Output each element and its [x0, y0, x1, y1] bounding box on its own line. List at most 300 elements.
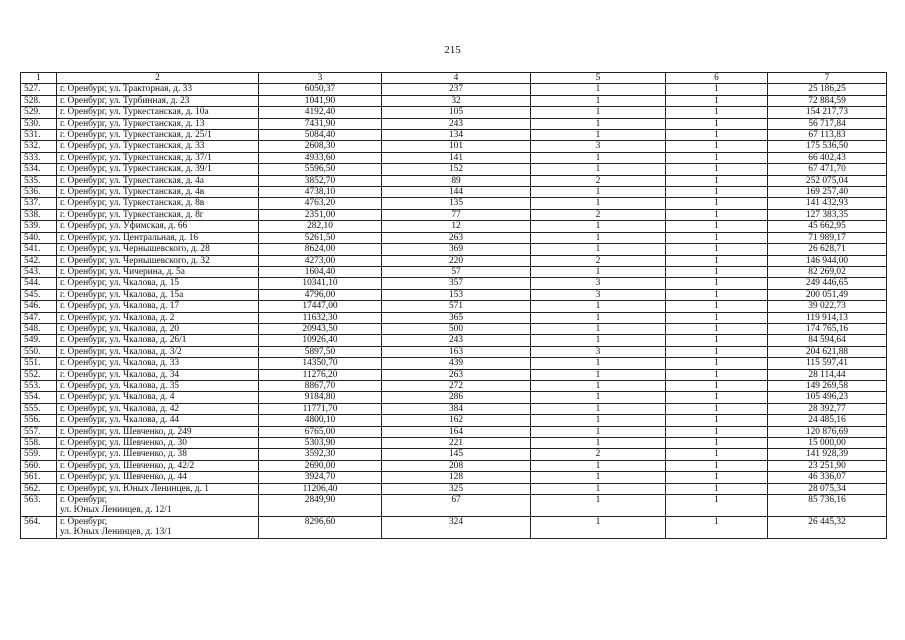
cell-residents: 134	[382, 130, 531, 141]
table-row	[21, 312, 887, 323]
cell-address: г. Оренбург, ул. Туркестанская, д. 39/1	[57, 164, 259, 175]
cell-row-number: 528.	[21, 95, 57, 106]
table-row	[21, 392, 887, 403]
cell-amount: 82 269,02	[768, 266, 887, 277]
cell-count-6: 1	[666, 164, 768, 175]
cell-count-5: 1	[531, 266, 666, 277]
cell-amount: 141 432,93	[768, 198, 887, 209]
cell-area: 4763,20	[259, 198, 382, 209]
table-body	[21, 84, 887, 539]
cell-residents: 365	[382, 312, 531, 323]
cell-row-number: 549.	[21, 335, 57, 346]
cell-amount: 28 392,77	[768, 403, 887, 414]
cell-residents: 89	[382, 175, 531, 186]
cell-address: г. Оренбург, ул. Шевченко, д. 249	[57, 426, 259, 437]
cell-count-5: 3	[531, 141, 666, 152]
cell-address: г. Оренбург, ул. Чкалова, д. 17	[57, 301, 259, 312]
cell-residents: 237	[382, 84, 531, 95]
table-row	[21, 483, 887, 494]
cell-count-5: 1	[531, 152, 666, 163]
cell-area: 17447,00	[259, 301, 382, 312]
cell-count-5: 1	[531, 198, 666, 209]
cell-row-number: 532.	[21, 141, 57, 152]
cell-address: г. Оренбург, ул. Шевченко, д. 42/2	[57, 460, 259, 471]
cell-amount: 28 075,34	[768, 483, 887, 494]
cell-address: г. Оренбург, ул. Центральная, д. 16	[57, 232, 259, 243]
cell-row-number: 529.	[21, 107, 57, 118]
cell-residents: 243	[382, 118, 531, 129]
cell-area: 5261,50	[259, 232, 382, 243]
cell-amount: 204 621,88	[768, 346, 887, 357]
cell-row-number: 546.	[21, 301, 57, 312]
cell-count-6: 1	[666, 278, 768, 289]
cell-count-5: 1	[531, 415, 666, 426]
cell-row-number: 531.	[21, 130, 57, 141]
cell-count-6: 1	[666, 244, 768, 255]
cell-count-6: 1	[666, 107, 768, 118]
cell-residents: 357	[382, 278, 531, 289]
page-number: 215	[444, 44, 461, 56]
cell-count-6: 1	[666, 335, 768, 346]
cell-count-6: 1	[666, 517, 768, 539]
cell-amount: 84 594,64	[768, 335, 887, 346]
cell-amount: 252 075,04	[768, 175, 887, 186]
cell-residents: 128	[382, 472, 531, 483]
cell-area: 11206,40	[259, 483, 382, 494]
cell-area: 11632,30	[259, 312, 382, 323]
cell-count-5: 1	[531, 335, 666, 346]
cell-row-number: 541.	[21, 244, 57, 255]
cell-residents: 141	[382, 152, 531, 163]
cell-residents: 263	[382, 232, 531, 243]
table-row	[21, 403, 887, 414]
cell-row-number: 552.	[21, 369, 57, 380]
cell-area: 1041,90	[259, 95, 382, 106]
table-row	[21, 495, 887, 517]
cell-residents: 220	[382, 255, 531, 266]
cell-amount: 249 446,65	[768, 278, 887, 289]
cell-count-5: 1	[531, 118, 666, 129]
cell-row-number: 556.	[21, 415, 57, 426]
cell-row-number: 554.	[21, 392, 57, 403]
cell-residents: 500	[382, 323, 531, 334]
cell-row-number: 544.	[21, 278, 57, 289]
cell-area: 2608,30	[259, 141, 382, 152]
table-row	[21, 449, 887, 460]
cell-count-6: 1	[666, 472, 768, 483]
cell-row-number: 536.	[21, 187, 57, 198]
table-row	[21, 198, 887, 209]
cell-amount: 24 485,16	[768, 415, 887, 426]
cell-row-number: 557.	[21, 426, 57, 437]
cell-count-6: 1	[666, 289, 768, 300]
cell-count-6: 1	[666, 255, 768, 266]
cell-row-number: 561.	[21, 472, 57, 483]
cell-count-5: 1	[531, 244, 666, 255]
cell-amount: 146 944,00	[768, 255, 887, 266]
column-header-6: 6	[666, 73, 768, 84]
cell-amount: 115 597,41	[768, 358, 887, 369]
cell-amount: 25 186,25	[768, 84, 887, 95]
cell-area: 10926,40	[259, 335, 382, 346]
cell-area: 8296,60	[259, 517, 382, 539]
cell-amount: 28 114,44	[768, 369, 887, 380]
cell-residents: 105	[382, 107, 531, 118]
cell-count-5: 1	[531, 84, 666, 95]
address-line-1: г. Оренбург,	[60, 517, 108, 528]
cell-count-6: 1	[666, 118, 768, 129]
cell-area: 11771,70	[259, 403, 382, 414]
cell-count-5: 1	[531, 517, 666, 539]
cell-residents: 145	[382, 449, 531, 460]
cell-count-5: 2	[531, 449, 666, 460]
cell-area: 7431,90	[259, 118, 382, 129]
cell-row-number: 553.	[21, 380, 57, 391]
table-row	[21, 84, 887, 95]
cell-count-5: 1	[531, 438, 666, 449]
cell-residents: 77	[382, 209, 531, 220]
cell-count-5: 2	[531, 255, 666, 266]
cell-count-6: 1	[666, 95, 768, 106]
cell-area: 10341,10	[259, 278, 382, 289]
cell-row-number: 548.	[21, 323, 57, 334]
cell-area: 4800,10	[259, 415, 382, 426]
cell-row-number: 564.	[21, 517, 57, 539]
cell-area: 4933,60	[259, 152, 382, 163]
cell-row-number: 535.	[21, 175, 57, 186]
cell-residents: 272	[382, 380, 531, 391]
address-line-2: ул. Юных Ленинцев, д. 12/1	[60, 505, 172, 516]
address-line-1: г. Оренбург,	[60, 495, 108, 506]
cell-row-number: 562.	[21, 483, 57, 494]
cell-count-6: 1	[666, 346, 768, 357]
cell-count-5: 1	[531, 301, 666, 312]
cell-address: г. Оренбург, ул. Чкалова, д. 33	[57, 358, 259, 369]
cell-amount: 169 257,40	[768, 187, 887, 198]
cell-count-6: 1	[666, 392, 768, 403]
table-row	[21, 232, 887, 243]
cell-amount: 141 928,39	[768, 449, 887, 460]
column-header-7: 7	[768, 73, 887, 84]
cell-row-number: 550.	[21, 346, 57, 357]
cell-row-number: 540.	[21, 232, 57, 243]
cell-count-6: 1	[666, 483, 768, 494]
cell-area: 3852,70	[259, 175, 382, 186]
cell-residents: 384	[382, 403, 531, 414]
cell-amount: 71 989,17	[768, 232, 887, 243]
cell-count-5: 1	[531, 187, 666, 198]
table-row	[21, 244, 887, 255]
cell-address: г. Оренбург, ул. Шевченко, д. 30	[57, 438, 259, 449]
cell-address: г. Оренбург, ул. Чкалова, д. 4	[57, 392, 259, 403]
cell-area: 8624,00	[259, 244, 382, 255]
cell-residents: 208	[382, 460, 531, 471]
cell-residents: 164	[382, 426, 531, 437]
cell-count-6: 1	[666, 495, 768, 517]
cell-row-number: 542.	[21, 255, 57, 266]
cell-row-number: 527.	[21, 84, 57, 95]
cell-count-6: 1	[666, 323, 768, 334]
cell-count-6: 1	[666, 415, 768, 426]
table-row	[21, 517, 887, 539]
cell-area: 5897,50	[259, 346, 382, 357]
cell-row-number: 543.	[21, 266, 57, 277]
cell-area: 8867,70	[259, 380, 382, 391]
cell-amount: 26 445,32	[768, 517, 887, 539]
cell-count-5: 1	[531, 107, 666, 118]
cell-area: 5303,90	[259, 438, 382, 449]
cell-count-5: 1	[531, 460, 666, 471]
cell-count-5: 1	[531, 130, 666, 141]
cell-amount: 23 251,90	[768, 460, 887, 471]
cell-row-number: 555.	[21, 403, 57, 414]
cell-residents: 67	[382, 495, 531, 517]
cell-row-number: 537.	[21, 198, 57, 209]
cell-address: г. Оренбург, ул. Чернышевского, д. 28	[57, 244, 259, 255]
cell-address: г. Оренбург, ул. Чичерина, д. 5а	[57, 266, 259, 277]
cell-amount: 66 402,43	[768, 152, 887, 163]
cell-residents: 12	[382, 221, 531, 232]
cell-amount: 85 736,16	[768, 495, 887, 517]
cell-address: г. Оренбург, ул. Шевченко, д. 38	[57, 449, 259, 460]
cell-area: 4273,00	[259, 255, 382, 266]
cell-address: г. Оренбург, ул. Чернышевского, д. 32	[57, 255, 259, 266]
cell-count-5: 2	[531, 175, 666, 186]
cell-count-5: 1	[531, 426, 666, 437]
cell-row-number: 558.	[21, 438, 57, 449]
cell-residents: 324	[382, 517, 531, 539]
cell-amount: 154 217,73	[768, 107, 887, 118]
table-row	[21, 118, 887, 129]
cell-row-number: 563.	[21, 495, 57, 517]
cell-count-5: 1	[531, 164, 666, 175]
cell-residents: 369	[382, 244, 531, 255]
cell-amount: 67 113,83	[768, 130, 887, 141]
cell-residents: 152	[382, 164, 531, 175]
cell-count-6: 1	[666, 301, 768, 312]
cell-area: 14350,70	[259, 358, 382, 369]
table-row	[21, 209, 887, 220]
cell-count-6: 1	[666, 198, 768, 209]
cell-address: г. Оренбург, ул. Туркестанская, д. 8в	[57, 198, 259, 209]
cell-amount: 175 536,50	[768, 141, 887, 152]
cell-amount: 174 765,16	[768, 323, 887, 334]
table-row	[21, 278, 887, 289]
cell-amount: 39 022,73	[768, 301, 887, 312]
cell-area: 6050,37	[259, 84, 382, 95]
table-row	[21, 107, 887, 118]
cell-count-6: 1	[666, 426, 768, 437]
cell-residents: 325	[382, 483, 531, 494]
cell-count-6: 1	[666, 358, 768, 369]
cell-residents: 286	[382, 392, 531, 403]
cell-address: г. Оренбург, ул. Чкалова, д. 42	[57, 403, 259, 414]
cell-row-number: 534.	[21, 164, 57, 175]
cell-residents: 153	[382, 289, 531, 300]
column-header-1: 1	[21, 73, 57, 84]
table-row	[21, 426, 887, 437]
cell-count-5: 1	[531, 95, 666, 106]
cell-count-6: 1	[666, 84, 768, 95]
address-line-2: ул. Юных Ленинцев, д. 13/1	[60, 527, 172, 538]
column-header-3: 3	[259, 73, 382, 84]
cell-amount: 200 051,49	[768, 289, 887, 300]
column-header-5: 5	[531, 73, 666, 84]
cell-count-5: 1	[531, 483, 666, 494]
table-row	[21, 472, 887, 483]
cell-address	[57, 517, 259, 539]
table-row	[21, 255, 887, 266]
cell-row-number: 560.	[21, 460, 57, 471]
cell-count-6: 1	[666, 232, 768, 243]
cell-residents: 263	[382, 369, 531, 380]
cell-address: г. Оренбург, ул. Туркестанская, д. 10а	[57, 107, 259, 118]
cell-address: г. Оренбург, ул. Турбинная, д. 23	[57, 95, 259, 106]
table-row	[21, 369, 887, 380]
cell-address: г. Оренбург, ул. Туркестанская, д. 4в	[57, 187, 259, 198]
cell-count-5: 3	[531, 289, 666, 300]
table-row	[21, 358, 887, 369]
cell-address: г. Оренбург, ул. Туркестанская, д. 8г	[57, 209, 259, 220]
cell-area: 1604,40	[259, 266, 382, 277]
table-row	[21, 266, 887, 277]
cell-amount: 119 914,13	[768, 312, 887, 323]
cell-count-6: 1	[666, 266, 768, 277]
cell-address: г. Оренбург, ул. Чкалова, д. 26/1	[57, 335, 259, 346]
table-row	[21, 175, 887, 186]
cell-amount: 72 884,59	[768, 95, 887, 106]
cell-count-6: 1	[666, 175, 768, 186]
cell-count-6: 1	[666, 152, 768, 163]
cell-area: 20943,50	[259, 323, 382, 334]
table-row	[21, 289, 887, 300]
cell-residents: 221	[382, 438, 531, 449]
table-row	[21, 164, 887, 175]
cell-count-6: 1	[666, 221, 768, 232]
cell-area: 4796,00	[259, 289, 382, 300]
table-row	[21, 438, 887, 449]
cell-count-5: 1	[531, 221, 666, 232]
cell-area: 5596,50	[259, 164, 382, 175]
cell-count-6: 1	[666, 130, 768, 141]
cell-row-number: 538.	[21, 209, 57, 220]
cell-count-5: 1	[531, 312, 666, 323]
cell-amount: 105 496,23	[768, 392, 887, 403]
cell-address: г. Оренбург, ул. Юных Ленинцев, д. 1	[57, 483, 259, 494]
table-row	[21, 301, 887, 312]
cell-address: г. Оренбург, ул. Туркестанская, д. 37/1	[57, 152, 259, 163]
cell-address: г. Оренбург, ул. Чкалова, д. 15	[57, 278, 259, 289]
cell-count-5: 1	[531, 403, 666, 414]
cell-area: 2351,00	[259, 209, 382, 220]
cell-address: г. Оренбург, ул. Тракторная, д. 33	[57, 84, 259, 95]
cell-area: 3924,70	[259, 472, 382, 483]
cell-address: г. Оренбург, ул. Чкалова, д. 20	[57, 323, 259, 334]
cell-area: 282,10	[259, 221, 382, 232]
cell-address: г. Оренбург, ул. Уфимская, д. 66	[57, 221, 259, 232]
table-row	[21, 221, 887, 232]
cell-count-5: 1	[531, 472, 666, 483]
cell-count-6: 1	[666, 449, 768, 460]
cell-count-5: 2	[531, 209, 666, 220]
cell-address: г. Оренбург, ул. Чкалова, д. 3/2	[57, 346, 259, 357]
cell-residents: 571	[382, 301, 531, 312]
cell-count-6: 1	[666, 141, 768, 152]
cell-row-number: 559.	[21, 449, 57, 460]
cell-residents: 439	[382, 358, 531, 369]
cell-row-number: 547.	[21, 312, 57, 323]
cell-count-6: 1	[666, 460, 768, 471]
cell-area: 6765,00	[259, 426, 382, 437]
cell-area: 11276,20	[259, 369, 382, 380]
table-row	[21, 187, 887, 198]
cell-address: г. Оренбург, ул. Чкалова, д. 2	[57, 312, 259, 323]
cell-residents: 163	[382, 346, 531, 357]
cell-row-number: 533.	[21, 152, 57, 163]
cell-residents: 144	[382, 187, 531, 198]
table-row	[21, 130, 887, 141]
cell-amount: 67 471,70	[768, 164, 887, 175]
cell-address: г. Оренбург, ул. Туркестанская, д. 25/1	[57, 130, 259, 141]
cell-area: 2849,90	[259, 495, 382, 517]
cell-area: 4738,10	[259, 187, 382, 198]
cell-count-6: 1	[666, 312, 768, 323]
cell-count-5: 1	[531, 232, 666, 243]
cell-count-6: 1	[666, 380, 768, 391]
table-row	[21, 323, 887, 334]
cell-residents: 135	[382, 198, 531, 209]
cell-area: 4192,40	[259, 107, 382, 118]
cell-residents: 162	[382, 415, 531, 426]
table-row	[21, 152, 887, 163]
cell-count-5: 1	[531, 380, 666, 391]
cell-amount: 56 717,84	[768, 118, 887, 129]
cell-residents: 243	[382, 335, 531, 346]
cell-count-5: 1	[531, 495, 666, 517]
cell-amount: 120 876,69	[768, 426, 887, 437]
cell-row-number: 551.	[21, 358, 57, 369]
cell-address: г. Оренбург, ул. Туркестанская, д. 33	[57, 141, 259, 152]
cell-count-5: 3	[531, 346, 666, 357]
cell-count-5: 1	[531, 323, 666, 334]
cell-address: г. Оренбург, ул. Туркестанская, д. 4а	[57, 175, 259, 186]
cell-residents: 101	[382, 141, 531, 152]
cell-count-6: 1	[666, 369, 768, 380]
cell-count-5: 1	[531, 358, 666, 369]
cell-address	[57, 495, 259, 517]
table-row	[21, 460, 887, 471]
cell-address: г. Оренбург, ул. Чкалова, д. 44	[57, 415, 259, 426]
cell-row-number: 530.	[21, 118, 57, 129]
cell-area: 2690,00	[259, 460, 382, 471]
table-row	[21, 380, 887, 391]
table-row	[21, 415, 887, 426]
cell-amount: 15 000,00	[768, 438, 887, 449]
cell-address: г. Оренбург, ул. Шевченко, д. 44	[57, 472, 259, 483]
cell-address: г. Оренбург, ул. Чкалова, д. 35	[57, 380, 259, 391]
cell-area: 3592,30	[259, 449, 382, 460]
cell-address: г. Оренбург, ул. Чкалова, д. 34	[57, 369, 259, 380]
cell-count-6: 1	[666, 187, 768, 198]
cell-count-6: 1	[666, 438, 768, 449]
cell-area: 9184,80	[259, 392, 382, 403]
cell-row-number: 539.	[21, 221, 57, 232]
cell-amount: 26 628,71	[768, 244, 887, 255]
cell-count-5: 1	[531, 369, 666, 380]
cell-residents: 32	[382, 95, 531, 106]
cell-address: г. Оренбург, ул. Чкалова, д. 15а	[57, 289, 259, 300]
cell-count-5: 3	[531, 278, 666, 289]
